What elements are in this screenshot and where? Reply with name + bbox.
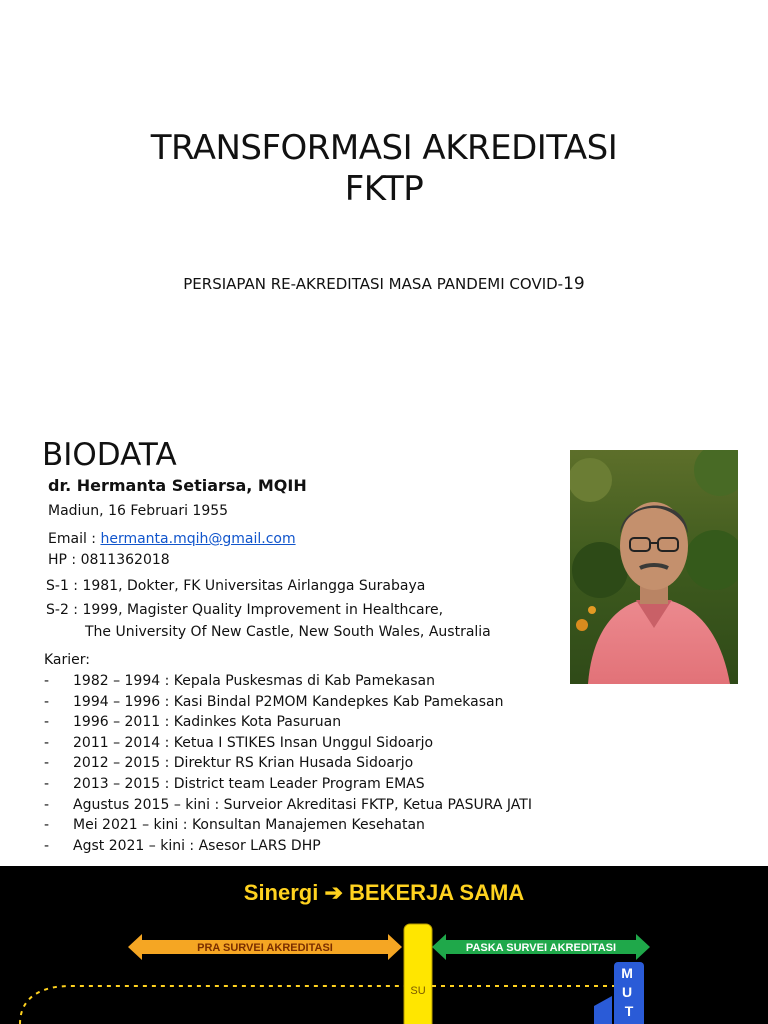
education-s2-line1: S-2 : 1999, Magister Quality Improvement in Healthcare, [46, 602, 444, 618]
profile-photo-image [570, 450, 738, 684]
education-s1: S-1 : 1981, Dokter, FK Universitas Airlangga Surabaya [46, 578, 426, 594]
profile-photo [570, 450, 738, 684]
birth-info: Madiun, 16 Februari 1955 [48, 503, 229, 519]
career-bullet: - [44, 755, 50, 772]
career-item-text: 2013 – 2015 : District team Leader Program EMAS [73, 775, 425, 792]
career-bullet: - [44, 796, 50, 813]
career-item [44, 692, 532, 713]
slide-title [0, 128, 768, 210]
pra-survei-label: PRA SURVEI AKREDITASI [197, 942, 333, 954]
career-item [44, 815, 532, 836]
email-line [48, 530, 296, 548]
sinergi-text: Sinergi [243, 880, 325, 905]
career-item-text: Agst 2021 – kini : Asesor LARS DHP [73, 837, 321, 854]
title-line-2: FKTP [344, 169, 424, 209]
mutu-letter-1: M [621, 965, 633, 981]
subtitle-number: 19 [563, 274, 585, 294]
career-item-text: 2011 – 2014 : Ketua I STIKES Insan Unggul Sidoarjo [73, 734, 434, 751]
email-link[interactable]: hermanta.mqih@gmail.com [100, 531, 296, 547]
career-item [44, 671, 532, 692]
sinergi-slide [0, 866, 768, 1024]
sinergi-text-2: BEKERJA SAMA [342, 880, 525, 905]
career-bullet: - [44, 775, 50, 792]
career-item-text: 1994 – 1996 : Kasi Bindal P2MOM Kandepkes Kab Pamekasan [73, 693, 504, 710]
slide-subtitle [0, 274, 768, 294]
biodata-slide [0, 432, 768, 866]
email-label: Email : [48, 531, 101, 547]
education-s2-line2: The University Of New Castle, New South Wales, Australia [85, 624, 491, 640]
mutu-letter-3: T [624, 1003, 634, 1019]
survei-bar [404, 924, 432, 1024]
sinergi-diagram [0, 866, 768, 1024]
career-item-text: 1996 – 2011 : Kadinkes Kota Pasuruan [73, 714, 342, 731]
career-item [44, 753, 532, 774]
paska-survei-label: PASKA SURVEI AKREDITASI [465, 942, 617, 954]
career-item-text: 1982 – 1994 : Kepala Puskesmas di Kab Pamekasan [73, 673, 436, 689]
career-bullet: - [44, 734, 50, 751]
person-name: dr. Hermanta Setiarsa, MQIH [48, 476, 307, 495]
survei-bar-label: SU [410, 985, 426, 997]
title-slide [0, 0, 768, 432]
career-bullet: - [44, 817, 50, 834]
career-list [44, 671, 532, 856]
subtitle-text: PERSIAPAN RE-AKREDITASI MASA PANDEMI COVID- [183, 275, 564, 293]
career-item [44, 712, 532, 733]
phone-line: HP : 0811362018 [48, 552, 170, 568]
career-item-text: Agustus 2015 – kini : Surveior Akreditasi FKTP, Ketua PASURA JATI [73, 796, 532, 813]
career-bullet: - [44, 714, 50, 731]
right-arrow-icon: ➔ [324, 880, 343, 905]
career-item-text: Mei 2021 – kini : Konsultan Manajemen Kesehatan [73, 817, 425, 834]
dashed-path-left [20, 986, 404, 1024]
career-bullet: - [44, 673, 50, 689]
title-line-1: TRANSFORMASI AKREDITASI [150, 128, 618, 168]
career-item [44, 795, 532, 816]
career-item-text: 2012 – 2015 : Direktur RS Krian Husada Sidoarjo [73, 755, 414, 772]
career-item [44, 733, 532, 754]
career-bullet: - [44, 837, 50, 854]
career-bullet: - [44, 693, 50, 710]
biodata-heading: BIODATA [42, 437, 177, 473]
blue-arrow-shape [594, 996, 612, 1024]
career-label: Karier: [44, 652, 90, 668]
career-item [44, 774, 532, 795]
career-item [44, 836, 532, 857]
mutu-letter-2: U [621, 984, 633, 1000]
